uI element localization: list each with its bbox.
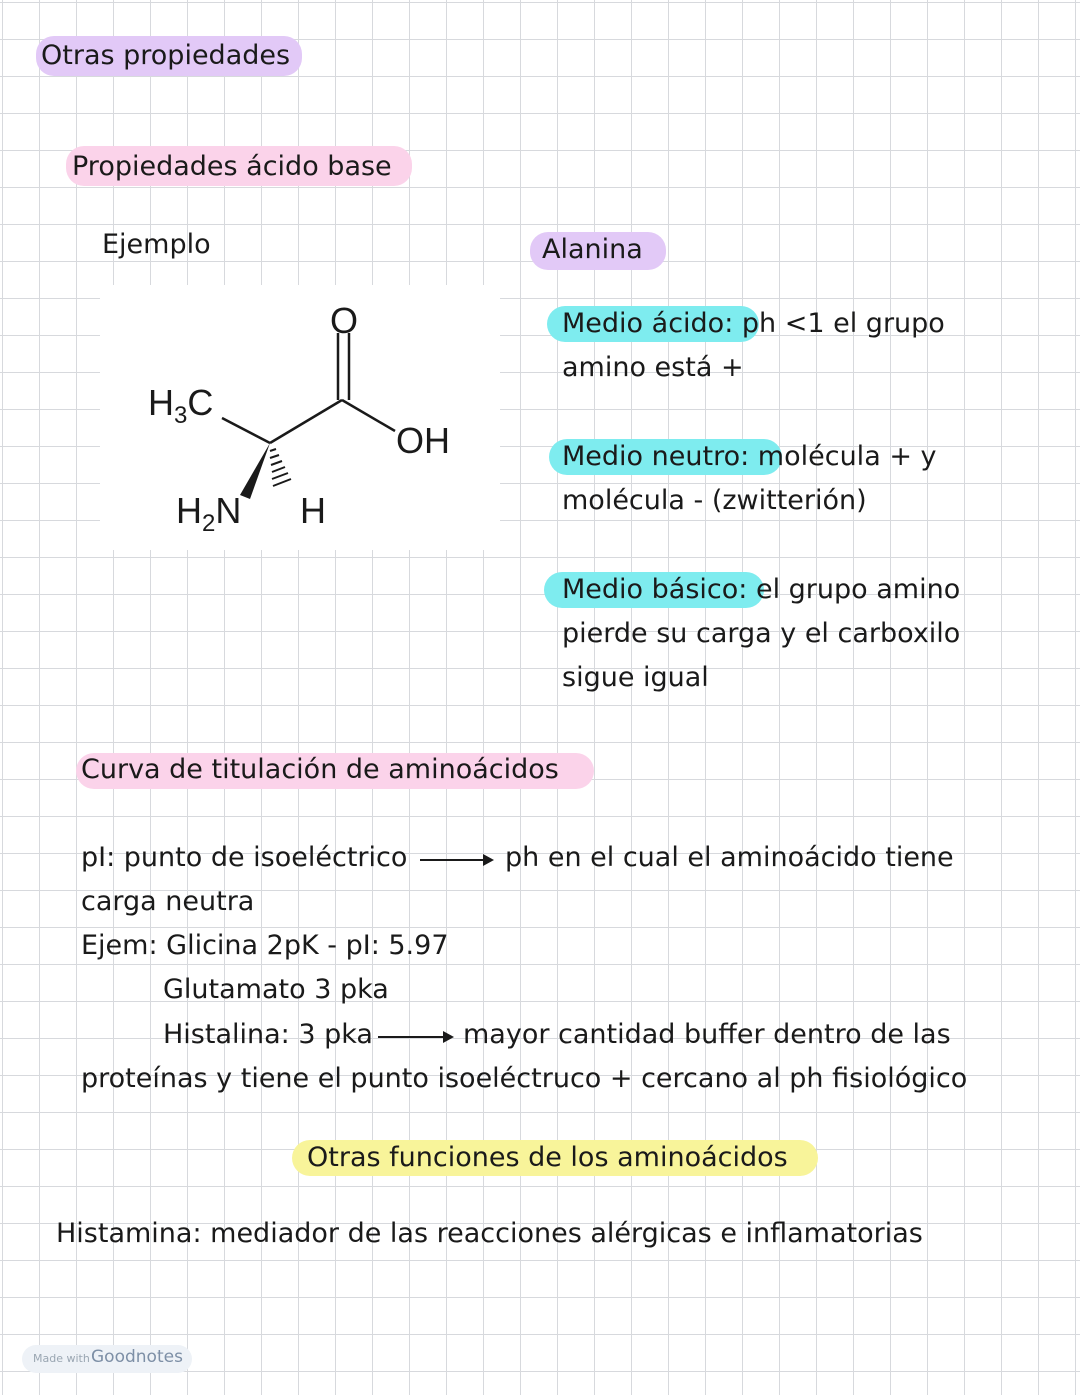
medio-neutro-line2: molécula - (zwitterión) <box>562 485 867 516</box>
medio-basico-line3: sigue igual <box>562 662 709 693</box>
alanine-structure-drawing <box>100 285 500 550</box>
goodnotes-badge <box>22 1345 192 1373</box>
page-title: Otras propiedades <box>41 40 291 71</box>
histalina-arrow <box>378 1036 452 1038</box>
pi-definition-left: pI: punto de isoeléctrico <box>81 842 408 873</box>
hydrogen-label: H <box>300 490 326 531</box>
alanine-structure <box>100 285 500 550</box>
histalina-line2: proteínas y tiene el punto isoeléctruco + cercano al ph fisiológico <box>81 1063 968 1094</box>
pi-arrow <box>420 859 492 861</box>
oxygen-label: O <box>329 300 359 341</box>
medio-basico-line1: Medio básico: el grupo amino <box>562 574 961 605</box>
histalina-right: mayor cantidad buffer dentro de las <box>463 1019 951 1050</box>
medio-acido-line1: Medio ácido: ph <1 el grupo <box>562 308 945 339</box>
medio-basico-line2: pierde su carga y el carboxilo <box>562 618 961 649</box>
glutamato-line: Glutamato 3 pka <box>163 974 389 1005</box>
methyl-label: $H_3C$ <box>148 382 214 429</box>
example-label: Ejemplo <box>102 229 211 260</box>
goodnotes-brand: Goodnotes <box>91 1347 183 1367</box>
made-with-label: Made with <box>33 1352 90 1365</box>
medio-acido-line2: amino está + <box>562 352 744 383</box>
pi-definition-right: ph en el cual el aminoácido tiene <box>505 842 954 873</box>
molecule-name: Alanina <box>542 234 643 265</box>
example-line: Ejem: Glicina 2pK - pI: 5.97 <box>81 930 449 961</box>
pi-definition-line2: carga neutra <box>81 886 255 917</box>
section3-heading: Otras funciones de los aminoácidos <box>307 1142 788 1173</box>
amino-label: $H_2N$ <box>176 490 242 537</box>
section1-heading: Propiedades ácido base <box>72 151 392 182</box>
medio-neutro-line1: Medio neutro: molécula + y <box>562 441 937 472</box>
section2-heading: Curva de titulación de aminoácidos <box>81 754 559 785</box>
histamina-line: Histamina: mediador de las reacciones alérgicas e inflamatorias <box>56 1218 923 1249</box>
hydroxyl-label: OH <box>396 420 450 461</box>
histalina-left: Histalina: 3 pka <box>163 1019 373 1050</box>
